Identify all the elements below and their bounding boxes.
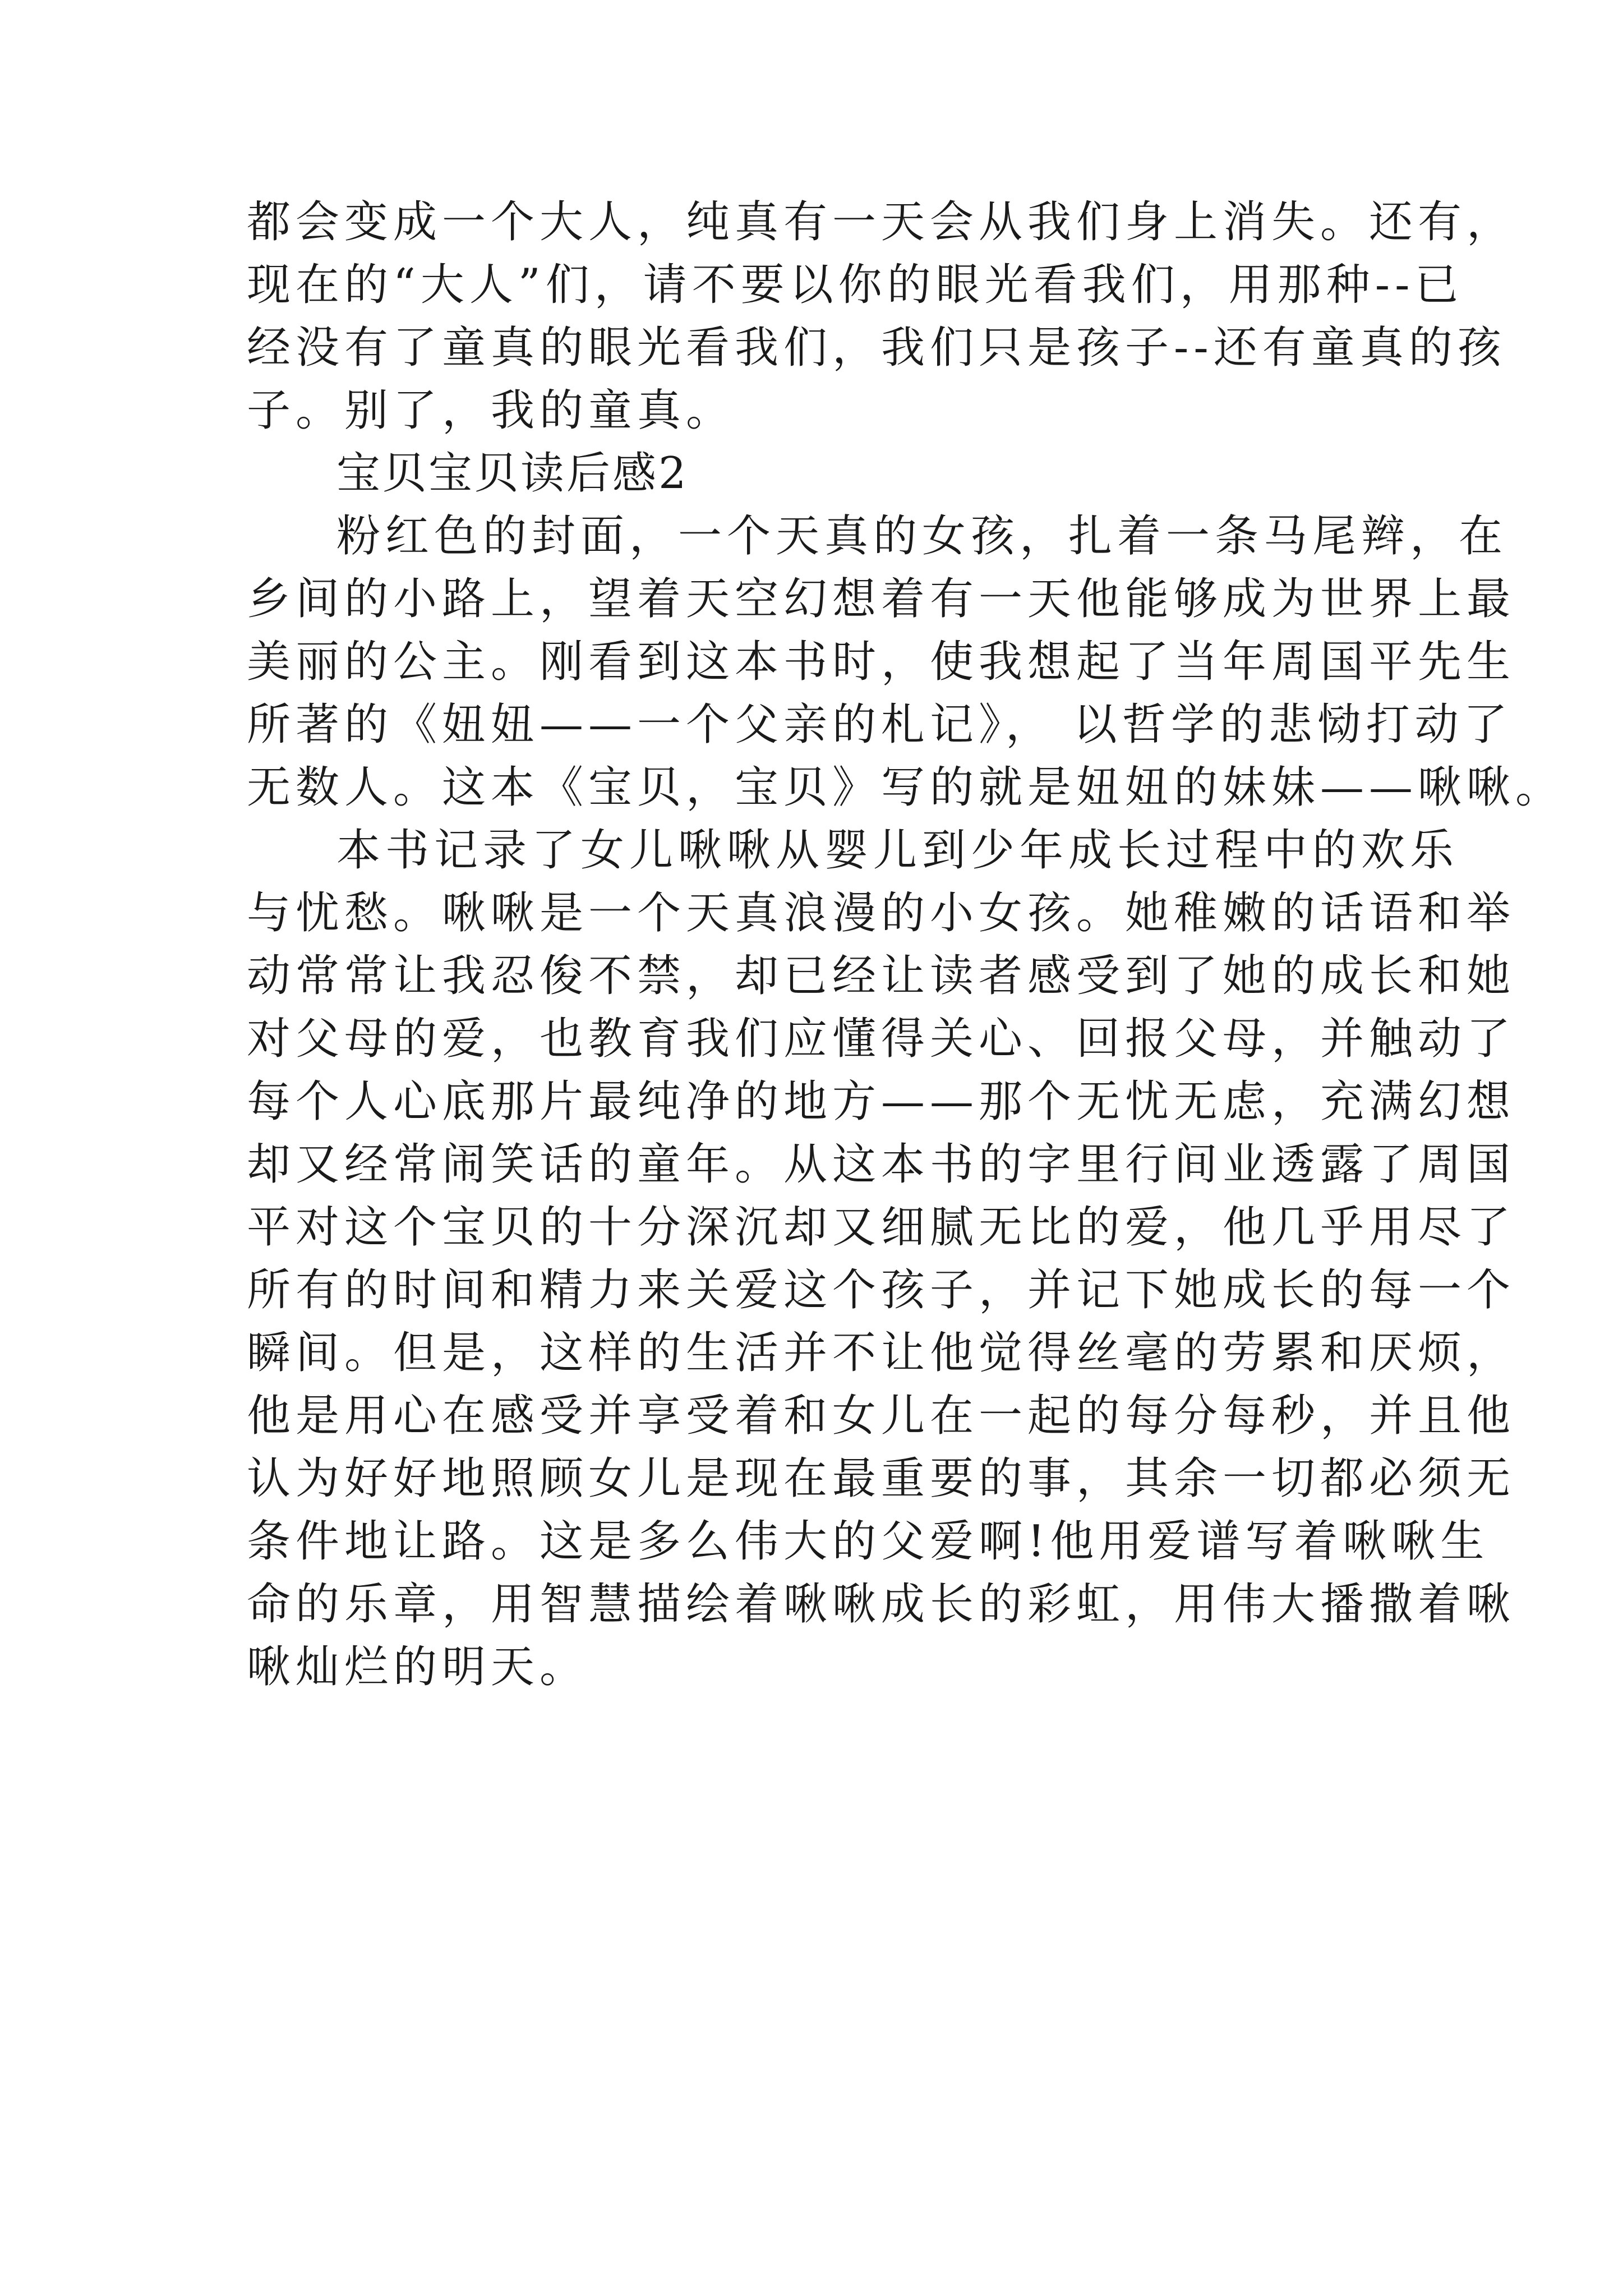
text-line: 粉红色的封面，一个天真的女孩，扎着一条马尾辫，在 — [336, 511, 1508, 562]
paragraph-1 — [247, 505, 1565, 819]
text-line: 认为好好地照顾女儿是现在最重要的事，其余一切都必须无 — [247, 1453, 1516, 1504]
text-line: 无数人。这本《宝贝，宝贝》写的就是妞妞的妹妹——啾啾。 — [247, 762, 1565, 813]
text-line: 条件地让路。这是多么伟大的父爱啊!他用爱谱写着啾啾生 — [247, 1516, 1490, 1567]
text-line: 命的乐章，用智慧描绘着啾啾成长的彩虹，用伟大播撒着啾 — [247, 1579, 1516, 1630]
text-line: 他是用心在感受并享受着和女儿在一起的每分每秒，并且他 — [247, 1391, 1516, 1441]
text-line: 都会变成一个大人，纯真有一天会从我们身上消失。还有， — [247, 197, 1516, 247]
text-line: 啾灿烂的明天。 — [247, 1642, 589, 1692]
text-line: 现在的“大人”们，请不要以你的眼光看我们，用那种--已 — [247, 260, 1464, 310]
section-title: 宝贝宝贝读后感2 — [336, 448, 689, 499]
text-line: 与忧愁。啾啾是一个天真浪漫的小女孩。她稚嫩的话语和举 — [247, 888, 1516, 938]
document-body — [247, 191, 1565, 1699]
text-line: 经没有了童真的眼光看我们，我们只是孩子--还有童真的孩 — [247, 323, 1506, 373]
text-line: 所有的时间和精力来关爱这个孩子，并记下她成长的每一个 — [247, 1265, 1516, 1315]
text-line: 对父母的爱，也教育我们应懂得关心、回报父母，并触动了 — [247, 1014, 1516, 1064]
text-line: 瞬间。但是，这样的生活并不让他觉得丝毫的劳累和厌烦， — [247, 1328, 1516, 1378]
text-line: 平对这个宝贝的十分深沉却又细腻无比的爱，他几乎用尽了 — [247, 1202, 1516, 1253]
paragraph-2 — [247, 819, 1516, 1699]
text-line: 所著的《妞妞——一个父亲的札记》， 以哲学的悲恸打动了 — [247, 700, 1513, 750]
text-line: 乡间的小路上，望着天空幻想着有一天他能够成为世界上最 — [247, 574, 1516, 624]
text-line: 美丽的公主。刚看到这本书时，使我想起了当年周国平先生 — [247, 637, 1516, 687]
text-line: 子。别了，我的童真。 — [247, 385, 735, 436]
text-line: 本书记录了女儿啾啾从婴儿到少年成长过程中的欢乐 — [336, 825, 1459, 876]
text-line: 每个人心底那片最纯净的地方——那个无忧无虑，充满幻想 — [247, 1076, 1516, 1127]
continuation-paragraph — [247, 191, 1516, 442]
text-line: 却又经常闹笑话的童年。从这本书的字里行间业透露了周国 — [247, 1139, 1516, 1190]
text-line: 动常常让我忍俊不禁，却已经让读者感受到了她的成长和她 — [247, 951, 1516, 1001]
